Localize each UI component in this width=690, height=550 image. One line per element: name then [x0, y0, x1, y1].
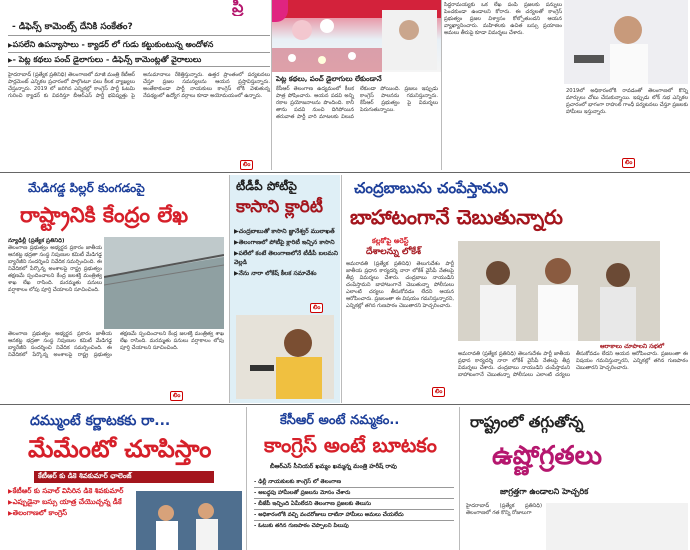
kasani-bullet: ▶ పలేలో కంటే తెలంగాణలోనే టీడీపీ బలమని వెల్లడి	[234, 249, 338, 267]
top-left-bullet: ▶ పసలేని ఉపన్యాసాలు - క్యాడర్ లో గుడు కట్టుకుంటున్న అందోళన	[8, 38, 270, 52]
kcr-bullet: - బీజేపీ ఇచ్చింది ఏమీలేదని తెలంగాణ ప్రజలకు తెలుసు	[254, 499, 454, 510]
chandrababu-story	[342, 175, 690, 403]
lokesh-photo	[458, 241, 660, 341]
read-more-button[interactable]: లిం	[170, 391, 183, 401]
dammunte-bullet: ▶ కేటీఆర్ కు సవాల్ విసిరిన డికె శివకుమార్	[8, 487, 128, 496]
top-mid-body: కేసీఆర్ తెలంగాణ ఉద్యమంలో కీలక పాత్ర పోషించారు. ఆయన పదవి అన్ని రకాల ప్రయోజనాలను పొందింది. కానీ తాను పదవి నుంచి దిగిపోయిన తరువాత పార్టీ వారి మాటలకు విలువ లేకుండా పోయింది. ప్రజలు ఇప్పుడు కాంగ్రెస్ పాలనను గమనిస్తున్నారు. కేసీఆర్ ప్రభుత్వం పై విమర్శలు పెరుగుతున్నాయి.	[276, 86, 438, 120]
sun-photo	[546, 503, 688, 550]
lokesh-illustration	[458, 241, 660, 341]
chandrababu-kicker: చంద్రబాబును చంపేస్తామని	[354, 179, 509, 197]
kcr-bullet: - అబద్ధపు హామీలతో ప్రజలను మోసం చేశారు	[254, 488, 454, 499]
top-right-body: సిద్ధరామయ్యకు ఒక లేఖ పంపి ప్రజలకు పన్నులు పెంచకుండా ఉండాలని కోరారు. ఈ చర్యలతో కాంగ్రెస్ ప్రభుత్వం ప్రజల విశ్వాసం కోల్పోతుందని ఆయన వ్యాఖ్యానించారు. మహిళలకు ఉచిత బస్సు ప్రయాణం అమలు తీరుపై కూడా విమర్శలు చేశారు.	[444, 2, 562, 36]
dk-illustration	[136, 491, 242, 550]
read-more-button[interactable]: లిం	[240, 160, 253, 170]
dammunte-bullet: ▶ ఎప్పుడైనా బస్సు యాత్ర చేయొచ్చన్న డీకే	[8, 498, 128, 507]
medigadda-body-cont: తెలంగాణ ప్రభుత్వం అభ్యర్థన ప్రకారం జాతీయ ఆనకట్ట భద్రతా సంస్థ నిపుణుల కమిటీ మేడిగడ్డ బ్యారేజీని సందర్శించి నివేదిక సమర్పించింది. ఈ నివేదికలో పేర్కొన్న అంశాలపై రాష్ట్ర ప్రభుత్వం తక్షణమే స్పందించాలని కేంద్ర జలశక్తి మంత్రిత్వ శాఖ లేఖ రాసింది. మరమ్మతు పనులు వర్షాకాలం లోపు పూర్తి చేయాలని సూచించింది.	[8, 331, 224, 358]
kcr-bullet: - అధికారంలోకి వచ్చి వందరోజులు దాటినా హామీలు అమలు చేయలేదు	[254, 510, 454, 521]
dammunte-tag: కేటీఆర్ కు డికె శివకుమార్ ఛాలెంజ్	[34, 471, 214, 483]
top-right-body-2: 2019లో అధికారంలోకి రావడంతో తెలంగాణలో కొన్ని మార్పులు చోటు చేసుకున్నాయి. ఇప్పుడు లోక్ సభ ఎన్నికల ప్రచారంలో భాగంగా రాహుల్ గాంధీ పర్యటనలు చేస్తూ ప్రజలకు హామీలు ఇస్తున్నారు.	[566, 88, 688, 115]
kasani-headline: కాసాని క్లారిటీ	[236, 197, 324, 217]
speaker-illustration	[564, 0, 688, 84]
chandrababu-headline: బాహాటంగానే చెబుతున్నారు	[350, 205, 563, 229]
medigadda-headline: రాష్ట్రానికి కేంద్రం లేఖ	[20, 203, 189, 227]
kasani-kicker: టీడీపీ పోటీపై	[236, 179, 297, 193]
read-more-button[interactable]: లిం	[310, 303, 323, 313]
top-left-bullets	[8, 38, 270, 67]
dammunte-bullet: ▶ తెలంగాణలో కాంగ్రెస్	[8, 509, 128, 518]
top-mid-story	[272, 72, 442, 170]
medigadda-kicker: మేడిగడ్డ పిల్లర్ కుంగడంపై	[28, 181, 145, 195]
chandrababu-body: అమరావతి (ప్రత్యేక ప్రతినిధి) తెలుగుదేశం పార్టీ జాతీయ ప్రధాన కార్యదర్శి నారా లోకేశ్ వైసీపీ నేతలపై తీవ్ర విమర్శలు చేశారు. చంద్రబాబు నాయుడిని చంపేస్తామని బాహాటంగానే చెబుతున్నా పోలీసులు ఎలాంటి చర్యలు తీసుకోవడం లేదని ఆయన ఆరోపించారు. ప్రజలంతా ఈ విషయం గమనిస్తున్నారని, ఎన్నికల్లో తగిన గుణపాఠం చెబుతారని హెచ్చరించారు.	[346, 261, 455, 309]
dammunte-story	[0, 407, 244, 550]
barrage-photo	[104, 237, 224, 329]
heat-tag: జాగ్రత్తగా ఉండాలని హెచ్చరిక	[500, 487, 589, 496]
medigadda-body: తెలంగాణ ప్రభుత్వం అభ్యర్థన ప్రకారం జాతీయ ఆనకట్ట భద్రతా సంస్థ నిపుణుల కమిటీ మేడిగడ్డ బ్యారేజీని సందర్శించి నివేదిక సమర్పించింది. ఈ నివేదికలో పేర్కొన్న అంశాలపై రాష్ట్ర ప్రభుత్వం తక్షణమే స్పందించాలని కేంద్ర జలశక్తి మంత్రిత్వ శాఖ లేఖ రాసింది. మరమ్మతు పనులు వర్షాకాలం లోపు పూర్తి చేయాలని సూచించింది.	[8, 245, 102, 293]
top-left-headline-small: - డిఫెన్స్ కామెంట్స్ దేనికి సంకేతం?	[12, 22, 133, 32]
dammunte-kicker: దమ్ముంటే కర్ణాటకకు రా...	[30, 413, 171, 429]
dammunte-headline: మేమేంటో చూపిస్తాం	[28, 435, 212, 463]
kcr-headline: కాంగ్రెస్ అంటే బూటకం	[264, 433, 437, 457]
heat-kicker: రాష్ట్రంలో తగ్గుతోన్న	[470, 413, 584, 431]
read-more-button[interactable]: లిం	[622, 158, 635, 168]
kasani-illustration	[236, 315, 334, 399]
kcr-bullet: - ఢిల్లీ నాయకులకు కాంగ్రెస్ లో తెలంగాణ	[254, 477, 454, 488]
kasani-bullets	[234, 227, 338, 278]
chandrababu-photo-caption: ఆరాకాలు చూపాలని సభలో	[600, 343, 665, 350]
chandrababu-tag: కల్లకోపై అరెస్ట్	[372, 237, 409, 245]
kasani-story	[230, 175, 340, 403]
chandrababu-body-cont: అమరావతి (ప్రత్యేక ప్రతినిధి) తెలుగుదేశం పార్టీ జాతీయ ప్రధాన కార్యదర్శి నారా లోకేశ్ వైసీపీ నేతలపై తీవ్ర విమర్శలు చేశారు. చంద్రబాబు నాయుడిని చంపేస్తామని బాహాటంగానే చెబుతున్నా పోలీసులు ఎలాంటి చర్యలు తీసుకోవడం లేదని ఆయన ఆరోపించారు. ప్రజలంతా ఈ విషయం గమనిస్తున్నారని, ఎన్నికల్లో తగిన గుణపాఠం చెబుతారని హెచ్చరించారు.	[458, 351, 688, 378]
top-left-body: హైదరాబాద్ (ప్రత్యేక ప్రతినిధి) తెలంగాణలో మాజీ మంత్రి కేటీఆర్ పార్లమెంట్ ఎన్నికల ప్రచారంలో పాల్గొంటూ పలు కీలక వ్యాఖ్యలు చేస్తున్నారు. 2019 లో జరిగిన ఎన్నికల్లో కాంగ్రెస్ పార్టీ ఓటమి గురించి క్యాడర్ కు వివరిస్తూ బీఆర్ఎస్ పార్టీ భవిష్యత్తు పై అనుమానాలు రేకెత్తిస్తున్నారు. ఉత్తర ప్రాంతంలో పర్యటనలు చేస్తూ ప్రజల సమస్యలను ఆయన ప్రస్తావిస్తున్నారు. అంతేకాకుండా పార్టీ నాయకులు కాంగ్రెస్ లోకి వెళుతున్న నేపథ్యంలో ఉద్యోగ వర్గాలు కూడా అయోమయంలో ఉన్నారు.	[8, 72, 270, 99]
heat-body: హైదరాబాద్ (ప్రత్యేక ప్రతినిధి) తెలంగాణలో గత కొన్ని రోజులుగా	[466, 503, 542, 516]
barrage-illustration	[104, 237, 224, 329]
chandrababu-tag2: దేశాలన్ను లోకేశ్	[366, 247, 421, 257]
medigadda-dateline: న్యూఢిల్లీ (ప్రత్యేక ప్రతినిధి)	[8, 238, 65, 244]
kcr-kicker: కేసీఆర్ అంటే నమ్మకం..	[280, 413, 400, 428]
rally-photo	[272, 0, 442, 72]
rally-illustration	[272, 0, 442, 72]
top-left-bullet: ▶ - పెట్ల కథలు పంచ్ డైలాగులు - డిఫెన్స్ కామెంట్లతో వైరాలులు	[8, 52, 270, 67]
top-headline-fragment: ప్రి	[232, 0, 244, 16]
kasani-bullet: ▶ నేను నారా లోకేష్ కీలక సమావేశం	[234, 269, 338, 278]
heat-story	[460, 407, 690, 550]
kcr-bullet: - ఓటుకు తగిన గుణపాఠం చెప్పాలని పిలుపు	[254, 523, 349, 529]
top-mid-caption: పెట్ల కథలు, పంచ్ డైలాగులు లేకుండానే	[276, 75, 382, 83]
dammunte-bullets	[8, 487, 128, 518]
dk-photo	[136, 491, 242, 550]
kcr-story	[248, 407, 458, 550]
top-left-story	[0, 0, 272, 170]
heat-headline: ఉష్ణోగ్రతలు	[492, 441, 603, 471]
kasani-bullet: ▶ చంద్రబాబుతో కాసాని జ్ఞానేశ్వర్ ములాఖత్	[234, 227, 338, 236]
kasani-photo	[236, 315, 334, 399]
kcr-tag: బీఆర్ఎస్ సీనియర్ ఖమ్మం ఖమ్మన్న మంత్రి హరీష్ రావు	[270, 463, 397, 470]
top-right-story	[442, 0, 690, 170]
read-more-button[interactable]: లిం	[432, 387, 445, 397]
kcr-bullets	[254, 477, 454, 531]
medigadda-story	[0, 175, 228, 403]
rahul-photo	[564, 0, 688, 84]
kasani-bullet: ▶ తెలంగాణలో పోటీపై క్లారిటీ ఇచ్చిన కాసాని	[234, 238, 338, 247]
